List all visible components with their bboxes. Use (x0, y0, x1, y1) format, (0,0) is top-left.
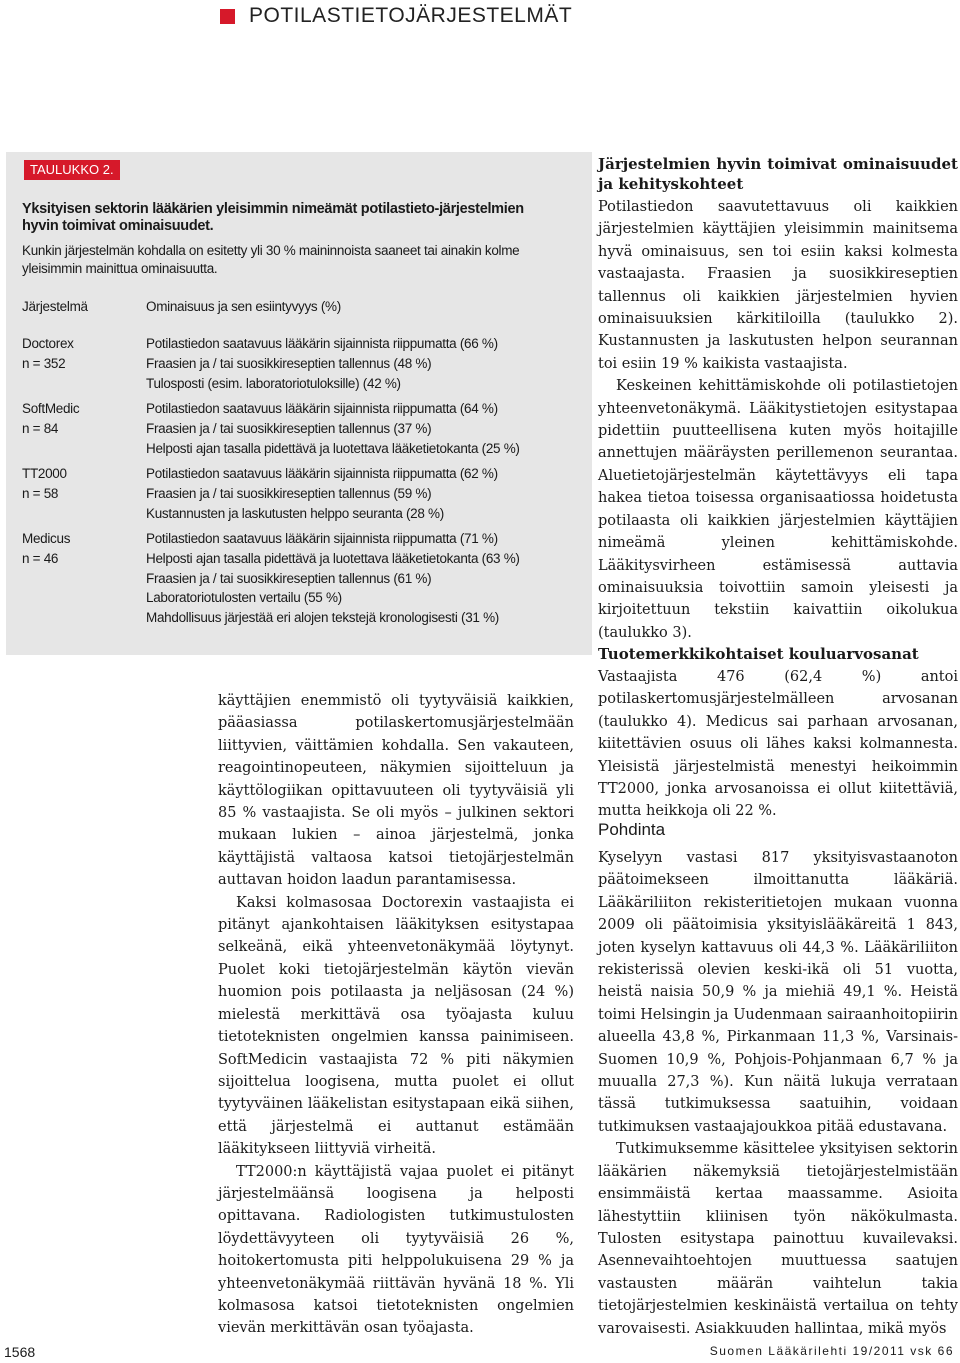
page-number: 1568 (4, 1344, 36, 1360)
feature-item: Fraasien ja / tai suosikkireseptien tallennus (61 %) (146, 570, 432, 586)
feature-item: Laboratoriotulosten vertailu (55 %) (146, 590, 342, 606)
feature-item: Potilastiedon saatavuus lääkärin sijainnista riippumatta (62 %) (146, 466, 498, 481)
system-name: SoftMedic (22, 401, 80, 416)
body-paragraph: käyttäjien enemmistö oli tyytyväisiä kaikkien, pääasiassa potilaskertomusjärjestelmään liittyvien, väittämien kohdalla. Sen vakauteen, reagointinopeuteen, näkymien sijoitteluun ja käyttölogiikan opittavuuteen oli tyytyväisiä yli 85 % vastaajista. Se oli myös – julkinen sektori mukaan lukien – ainoa järjestelmä, jonka käyttäjistä valtaosa katsoi tietojärjestelmän auttavan hoidon laadun parantamisessa. (218, 693, 574, 889)
table-tag: TAULUKKO 2. (24, 160, 120, 180)
body-paragraph: Keskeinen kehittämiskohde oli potilastietojen yhteenvetonäkymä. Lääkitystietojen esitystapaa pidettiin puutteellisena kuten myös hoitajille annettujen määräysten perillemenon seurantaa. Aluetietojärjestelmän käytettävyys eli tapa hakea tietoa toisessa organisaatiossa hoidetusta potilaasta oli kaikkien järjestelmien käyttäjien nimeämä yleinen kehittämiskohde. Lääkitysvirheen estämisessä auttavia ominaisuuksia toivottiin samoin yleisesti ja kirjoitettuun tekstiin kaivattiin oikolukua (taulukko 3). (598, 378, 958, 641)
feature-item: Tulosposti (esim. laboratoriotuloksille) (42 %) (146, 375, 401, 391)
middle-column (218, 690, 574, 1340)
feature-item: Helposti ajan tasalla pidettävä ja luotettava lääketietokanta (63 %) (146, 550, 520, 566)
feature-item: Fraasien ja / tai suosikkireseptien tallennus (59 %) (146, 485, 432, 501)
system-count: n = 84 (22, 420, 59, 436)
feature-item: Fraasien ja / tai suosikkireseptien tallennus (48 %) (146, 355, 432, 371)
feature-item: Potilastiedon saatavuus lääkärin sijainnista riippumatta (66 %) (146, 336, 498, 351)
table-subtitle: Kunkin järjestelmän kohdalla on esitetty yli 30 % maininnoista saaneet tai ainakin kolme yleisimmin mainittua ominaisuutta. (22, 243, 520, 276)
column-header-feature: Ominaisuus ja sen esiintyvyys (%) (146, 299, 341, 314)
column-header-system: Järjestelmä (22, 299, 88, 314)
system-count: n = 352 (22, 355, 66, 371)
right-column-mid (598, 644, 958, 823)
right-column-top (598, 154, 958, 644)
section-heading: Järjestelmien hyvin toimivat ominaisuudet ja kehityskohteet (598, 155, 958, 193)
system-name: Medicus (22, 531, 71, 546)
feature-item: Fraasien ja / tai suosikkireseptien tallennus (37 %) (146, 420, 432, 436)
system-name: Doctorex (22, 336, 74, 351)
feature-item: Potilastiedon saatavuus lääkärin sijainnista riippumatta (64 %) (146, 401, 498, 416)
section-heading-pohdinta: Pohdinta (598, 820, 666, 839)
feature-item: Helposti ajan tasalla pidettävä ja luotettava lääketietokanta (25 %) (146, 440, 520, 456)
section-title: POTILASTIETOJÄRJESTELMÄT (249, 4, 573, 27)
body-paragraph: Kaksi kolmasosaa Doctorexin vastaajista ei pitänyt ajankohtaisen lääkityksen esitystapaa selkeänä, eikä yhteenvetonäkymää löytynyt. Puolet koki tietojärjestelmän käytön vievän huomion pois potilaasta ja neljäsosan (24 %) mielestä merkittävä osa työajasta kuluu tietoteknisten ongelmien kanssa painimiseen. SoftMedicin vastaajista 72 % piti näkymien sijoittelua loogisena, mutta puolet ei ollut tyytyväinen lääkelistan esitystapaan eikä siihen, että järjestelmä ei auttanut estämään lääkitykseen liittyviä virheitä. (218, 894, 574, 1158)
body-paragraph: TT2000:n käyttäjistä vajaa puolet ei pitänyt järjestelmäänsä loogisena ja helposti opittavana. Radiologisten tutkimustulosten löydettävyyteen oli tyytyväisiä 26 %, hoitokertomusta piti helppolukuisena 29 % ja yhteenvetonäkymää riittävän hyvänä 18 %. Yli kolmasosa katsoi tietoteknisten ongelmien vievän merkittävän osan työajasta. (218, 1163, 574, 1337)
body-paragraph: Kyselyyn vastasi 817 yksityisvastaanoton päätoimekseen ilmoittanutta lääkäriä. Lääkäriliiton rekisteritietojen mukaan vuonna 2009 oli päätoimisia yksityislääkäreitä 1 843, joten kyselyn kattavuus oli 44,3 %. Lääkäriliiton rekisterissä olevien keski-ikä oli 51 vuotta, heistä naisia 50,9 % ja miehiä 49,1 %. Heistä toimi Helsingin ja Uudenmaan sairaanhoitopiirin alueella 43,8 %, Pirkanmaan 11,3 %, Varsinais-Suomen 10,9 %, Pohjois-Pohjanmaan 6,7 % ja muualla 27,3 %). Kun näitä lukuja verrataan tässä tutkimuksessa saatuihin, voidaan tutkimuksen vastaajajoukkoa pitää edustavana. (598, 850, 958, 1135)
feature-item: Kustannusten ja laskutusten helppo seuranta (28 %) (146, 505, 444, 521)
system-count: n = 58 (22, 485, 59, 501)
feature-item: Potilastiedon saatavuus lääkärin sijainnista riippumatta (71 %) (146, 531, 498, 546)
section-heading: Tuotemerkkikohtaiset kouluarvosanat (598, 645, 919, 663)
right-column-bottom (598, 847, 958, 1340)
journal-footer: Suomen Lääkärilehti 19/2011 vsk 66 (709, 1344, 954, 1358)
system-count: n = 46 (22, 550, 59, 566)
body-paragraph: Potilastiedon saavutettavuus oli kaikkien järjestelmien käyttäjien yleisimmin mainitsema hyvä ominaisuus, sen toi esiin kaksi kolmesta vastaajasta. Fraasien ja suosikkireseptien tallennus oli kaikkien järjestelmien hyvien ominaisuuksien kärkitiloilla (taulukko 2). Kustannusten ja laskutusten helpon seurannan toi esiin 19 % kaikista vastaajista. (598, 199, 958, 372)
table-box (6, 152, 592, 655)
feature-item: Mahdollisuus järjestää eri alojen tekstejä kronologisesti (31 %) (146, 610, 499, 626)
body-paragraph: Vastaajista 476 (62,4 %) antoi potilaskertomusjärjestelmälleen arvosanan (taulukko 4). Medicus sai parhaan arvosanan, kiitettävien osuus oli lähes kaksi kolmannesta. Yleisistä järjestelmistä menestyi heikoimmin TT2000, jonka arvosanoissa ei ollut kiitettäviä, mutta heikkoja oli 22 %. (598, 669, 958, 820)
table-title: Yksityisen sektorin lääkärien yleisimmin nimeämät potilastieto-järjestelmien hyvin toimivat ominaisuudet. (22, 201, 524, 234)
body-paragraph: Tutkimuksemme käsittelee yksityisen sektorin lääkärien näkemyksiä tietojärjestelmistään ensimmäistä kertaa maassamme. Asioita lähestyttiin kliinisen työn näkökulmasta. Tulosten esitystapa painottuu kuvailevaksi. Asennevaihtoehtojen muuttuessa saatujen vastausten määrän vaihtelun takia tietojärjestelmien keskinäistä vertailua on tehty varovaisesti. Asiakkuuden hallintaa, mikä myös (598, 1141, 958, 1337)
system-name: TT2000 (22, 466, 67, 481)
section-marker (220, 9, 235, 24)
